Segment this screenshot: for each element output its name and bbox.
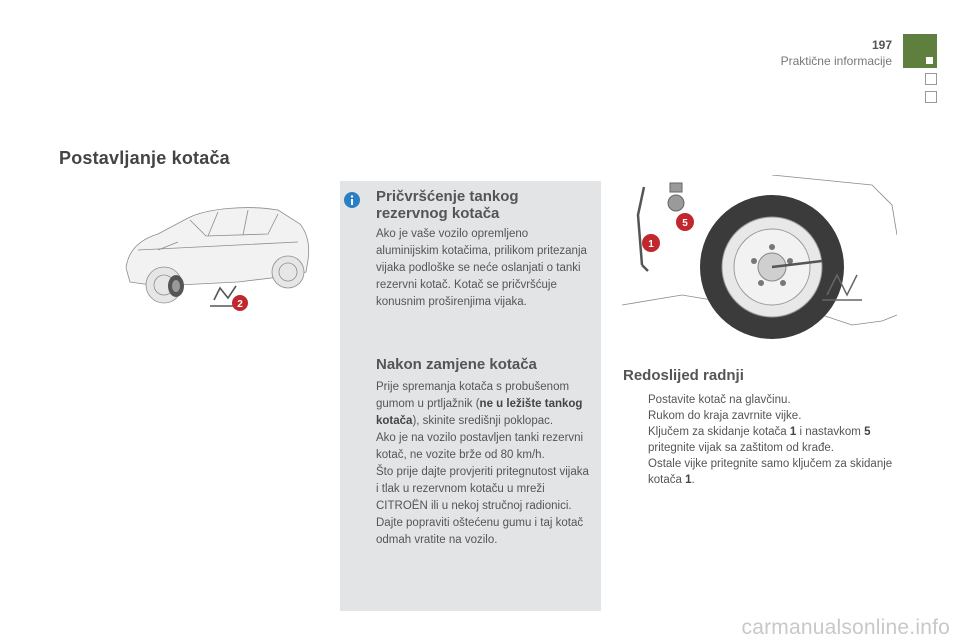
procedure-heading: Redoslijed radnji [623,367,744,384]
page-title: Postavljanje kotača [59,148,230,168]
step-1: Postavite kotač na glavčinu. [648,394,791,406]
heading-after-change: Nakon zamjene kotača [376,356,537,373]
paragraph-repair: Dajte popraviti oštećenu gumu i taj kotač odmah vratite na vozilo. [376,517,584,546]
antitheft-bolt-icon [668,183,684,211]
svg-text:1: 1 [648,239,654,250]
section-title: Praktične informacije [780,54,892,68]
paragraph-after-change [376,379,594,549]
watermark: carmanualsonline.info [741,616,950,639]
paragraph-storage: Prije spremanja kotača s probušenom gumom u prtljažnik (ne u ležište tankog kotača), skinite središnji poklopac. [376,381,583,427]
step-2: Rukom do kraja zavrnite vijke. [648,410,802,422]
heading-spare-fixing: Pričvršćenje tankog rezervnog kotača [376,188,519,222]
svg-text:5: 5 [682,218,688,229]
paragraph-check: Što prije dajte provjeriti pritegnutost vijaka i tlak u rezervnom kotaču u mreži CITROËN ili u nekoj stručnoj radionici. [376,466,589,512]
paragraph-spare-fixing: Ako je vaše vozilo opremljeno aluminijskim kotačima, prilikom pritezanja vijaka podloške se neće oslanjati o tanki rezervni kotač. Kotač se pričvršćuje konusnim proširenjima vijaka. [376,228,587,308]
step-3: Ključem za skidanje kotača 1 i nastavkom 5 pritegnite vijak sa zaštitom od krađe. [648,426,871,454]
chapter-tab [925,91,937,103]
step-4: Ostale vijke pritegnite samo ključem za skidanje kotača 1. [648,458,893,486]
info-icon [344,192,360,208]
chapter-tab-active [903,34,937,68]
svg-text:2: 2 [237,299,243,310]
chapter-tab [925,73,937,85]
car-illustration [118,190,318,325]
page-number: 197 [871,38,892,52]
wheel-illustration [622,175,897,343]
paragraph-speed-limit: Ako je na vozilo postavljen tanki rezervni kotač, ne vozite brže od 80 km/h. [376,432,584,461]
procedure-steps [623,392,893,488]
